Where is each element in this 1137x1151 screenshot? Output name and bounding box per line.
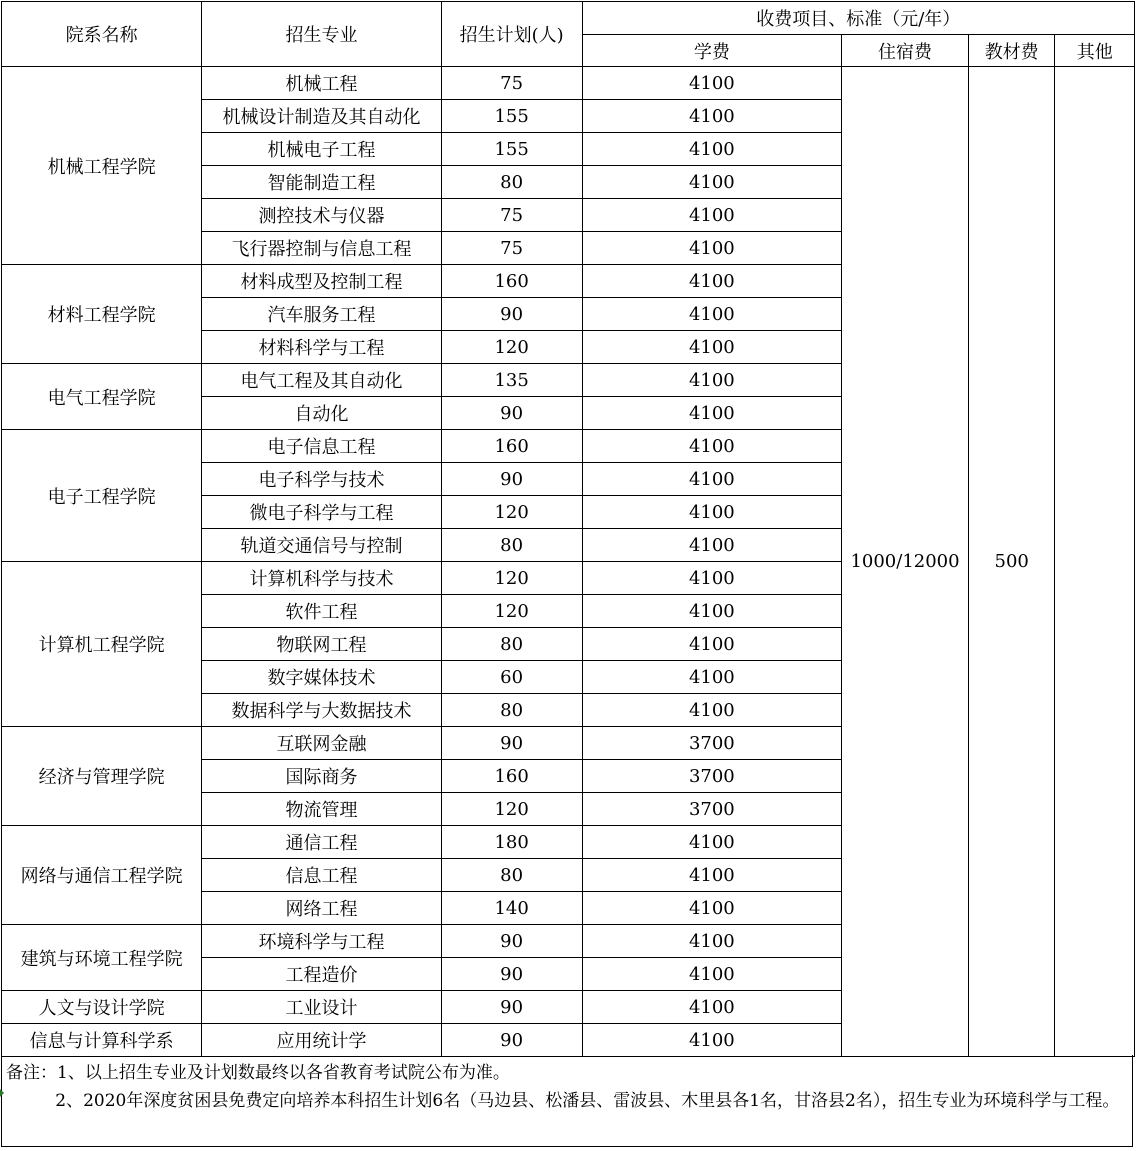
plan-cell: 90 bbox=[441, 1024, 582, 1057]
header-tuition: 学费 bbox=[582, 35, 842, 67]
tuition-cell: 4100 bbox=[582, 397, 842, 430]
plan-cell: 75 bbox=[441, 199, 582, 232]
tuition-cell: 4100 bbox=[582, 991, 842, 1024]
plan-cell: 90 bbox=[441, 463, 582, 496]
plan-cell: 90 bbox=[441, 991, 582, 1024]
plan-cell: 180 bbox=[441, 826, 582, 859]
major-cell: 国际商务 bbox=[202, 760, 441, 793]
plan-cell: 155 bbox=[441, 133, 582, 166]
books-fee-cell: 500 bbox=[968, 67, 1055, 1057]
plan-cell: 80 bbox=[441, 628, 582, 661]
dept-name-cell: 材料工程学院 bbox=[2, 265, 202, 364]
tuition-cell: 4100 bbox=[582, 166, 842, 199]
header-books: 教材费 bbox=[968, 35, 1055, 67]
major-cell: 测控技术与仪器 bbox=[202, 199, 441, 232]
plan-cell: 135 bbox=[441, 364, 582, 397]
header-dept: 院系名称 bbox=[2, 2, 202, 67]
plan-cell: 80 bbox=[441, 529, 582, 562]
plan-cell: 120 bbox=[441, 562, 582, 595]
tuition-cell: 4100 bbox=[582, 859, 842, 892]
tuition-cell: 4100 bbox=[582, 694, 842, 727]
tuition-cell: 4100 bbox=[582, 265, 842, 298]
dept-name-cell: 经济与管理学院 bbox=[2, 727, 202, 826]
plan-cell: 90 bbox=[441, 727, 582, 760]
major-cell: 应用统计学 bbox=[202, 1024, 441, 1057]
tuition-cell: 4100 bbox=[582, 67, 842, 100]
major-cell: 轨道交通信号与控制 bbox=[202, 529, 441, 562]
plan-cell: 160 bbox=[441, 760, 582, 793]
major-cell: 工业设计 bbox=[202, 991, 441, 1024]
dept-name-cell: 建筑与环境工程学院 bbox=[2, 925, 202, 991]
tuition-cell: 4100 bbox=[582, 463, 842, 496]
tuition-cell: 4100 bbox=[582, 100, 842, 133]
major-cell: 微电子科学与工程 bbox=[202, 496, 441, 529]
plan-cell: 75 bbox=[441, 232, 582, 265]
tuition-cell: 3700 bbox=[582, 760, 842, 793]
major-cell: 物流管理 bbox=[202, 793, 441, 826]
tuition-cell: 4100 bbox=[582, 529, 842, 562]
dept-name-cell: 人文与设计学院 bbox=[2, 991, 202, 1024]
plan-cell: 120 bbox=[441, 496, 582, 529]
header-dorm: 住宿费 bbox=[842, 35, 969, 67]
tuition-cell: 4100 bbox=[582, 298, 842, 331]
major-cell: 信息工程 bbox=[202, 859, 441, 892]
plan-cell: 160 bbox=[441, 265, 582, 298]
major-cell: 机械设计制造及其自动化 bbox=[202, 100, 441, 133]
note-line-2: 2、2020年深度贫困县免费定向培养本科招生计划6名（马边县、松潘县、雷波县、木里县各1名，甘洛县2名），招生专业为环境科学与工程。 bbox=[55, 1091, 1120, 1111]
major-cell: 材料科学与工程 bbox=[202, 331, 441, 364]
major-cell: 数字媒体技术 bbox=[202, 661, 441, 694]
plan-cell: 160 bbox=[441, 430, 582, 463]
tuition-cell: 4100 bbox=[582, 232, 842, 265]
dorm-fee-cell: 1000/12000 bbox=[842, 67, 969, 1057]
dept-name-cell: 信息与计算科学系 bbox=[2, 1024, 202, 1057]
tuition-cell: 4100 bbox=[582, 496, 842, 529]
major-cell: 汽车服务工程 bbox=[202, 298, 441, 331]
plan-cell: 120 bbox=[441, 793, 582, 826]
tuition-cell: 4100 bbox=[582, 430, 842, 463]
major-cell: 机械电子工程 bbox=[202, 133, 441, 166]
major-cell: 网络工程 bbox=[202, 892, 441, 925]
tuition-cell: 3700 bbox=[582, 727, 842, 760]
tuition-cell: 4100 bbox=[582, 826, 842, 859]
dept-name-cell: 电子工程学院 bbox=[2, 430, 202, 562]
major-cell: 物联网工程 bbox=[202, 628, 441, 661]
tuition-cell: 4100 bbox=[582, 1024, 842, 1057]
plan-cell: 140 bbox=[441, 892, 582, 925]
tuition-cell: 4100 bbox=[582, 562, 842, 595]
note-line-1: 备注：1、以上招生专业及计划数最终以各省教育考试院公布为准。 bbox=[6, 1063, 510, 1083]
major-cell: 通信工程 bbox=[202, 826, 441, 859]
header-major: 招生专业 bbox=[202, 2, 441, 67]
plan-cell: 90 bbox=[441, 958, 582, 991]
plan-cell: 90 bbox=[441, 925, 582, 958]
tuition-cell: 4100 bbox=[582, 925, 842, 958]
plan-cell: 60 bbox=[441, 661, 582, 694]
plan-cell: 90 bbox=[441, 397, 582, 430]
plan-cell: 120 bbox=[441, 595, 582, 628]
tuition-cell: 4100 bbox=[582, 364, 842, 397]
major-cell: 电气工程及其自动化 bbox=[202, 364, 441, 397]
major-cell: 环境科学与工程 bbox=[202, 925, 441, 958]
dept-name-cell: 电气工程学院 bbox=[2, 364, 202, 430]
header-plan: 招生计划(人) bbox=[441, 2, 582, 67]
other-fee-cell bbox=[1055, 67, 1135, 1057]
dept-name-cell: 计算机工程学院 bbox=[2, 562, 202, 727]
header-fees-group: 收费项目、标准（元/年） bbox=[582, 2, 1134, 35]
major-cell: 数据科学与大数据技术 bbox=[202, 694, 441, 727]
table-body bbox=[2, 67, 1135, 1057]
major-cell: 飞行器控制与信息工程 bbox=[202, 232, 441, 265]
tuition-cell: 4100 bbox=[582, 661, 842, 694]
plan-cell: 120 bbox=[441, 331, 582, 364]
tuition-cell: 4100 bbox=[582, 133, 842, 166]
tuition-cell: 4100 bbox=[582, 628, 842, 661]
notes-section bbox=[1, 1055, 1133, 1147]
tuition-cell: 4100 bbox=[582, 331, 842, 364]
major-cell: 自动化 bbox=[202, 397, 441, 430]
tuition-cell: 3700 bbox=[582, 793, 842, 826]
plan-cell: 80 bbox=[441, 166, 582, 199]
major-cell: 智能制造工程 bbox=[202, 166, 441, 199]
header-other: 其他 bbox=[1055, 35, 1135, 67]
major-cell: 机械工程 bbox=[202, 67, 441, 100]
plan-cell: 90 bbox=[441, 298, 582, 331]
major-cell: 工程造价 bbox=[202, 958, 441, 991]
major-cell: 计算机科学与技术 bbox=[202, 562, 441, 595]
cell-comment-marker bbox=[0, 1089, 4, 1097]
enrollment-fee-table bbox=[1, 1, 1135, 1057]
dept-name-cell: 机械工程学院 bbox=[2, 67, 202, 265]
major-cell: 电子信息工程 bbox=[202, 430, 441, 463]
dept-name-cell: 网络与通信工程学院 bbox=[2, 826, 202, 925]
plan-cell: 80 bbox=[441, 859, 582, 892]
major-cell: 软件工程 bbox=[202, 595, 441, 628]
tuition-cell: 4100 bbox=[582, 892, 842, 925]
tuition-cell: 4100 bbox=[582, 199, 842, 232]
plan-cell: 155 bbox=[441, 100, 582, 133]
table-row bbox=[2, 67, 1135, 100]
tuition-cell: 4100 bbox=[582, 958, 842, 991]
plan-cell: 75 bbox=[441, 67, 582, 100]
major-cell: 电子科学与技术 bbox=[202, 463, 441, 496]
major-cell: 互联网金融 bbox=[202, 727, 441, 760]
plan-cell: 80 bbox=[441, 694, 582, 727]
major-cell: 材料成型及控制工程 bbox=[202, 265, 441, 298]
tuition-cell: 4100 bbox=[582, 595, 842, 628]
